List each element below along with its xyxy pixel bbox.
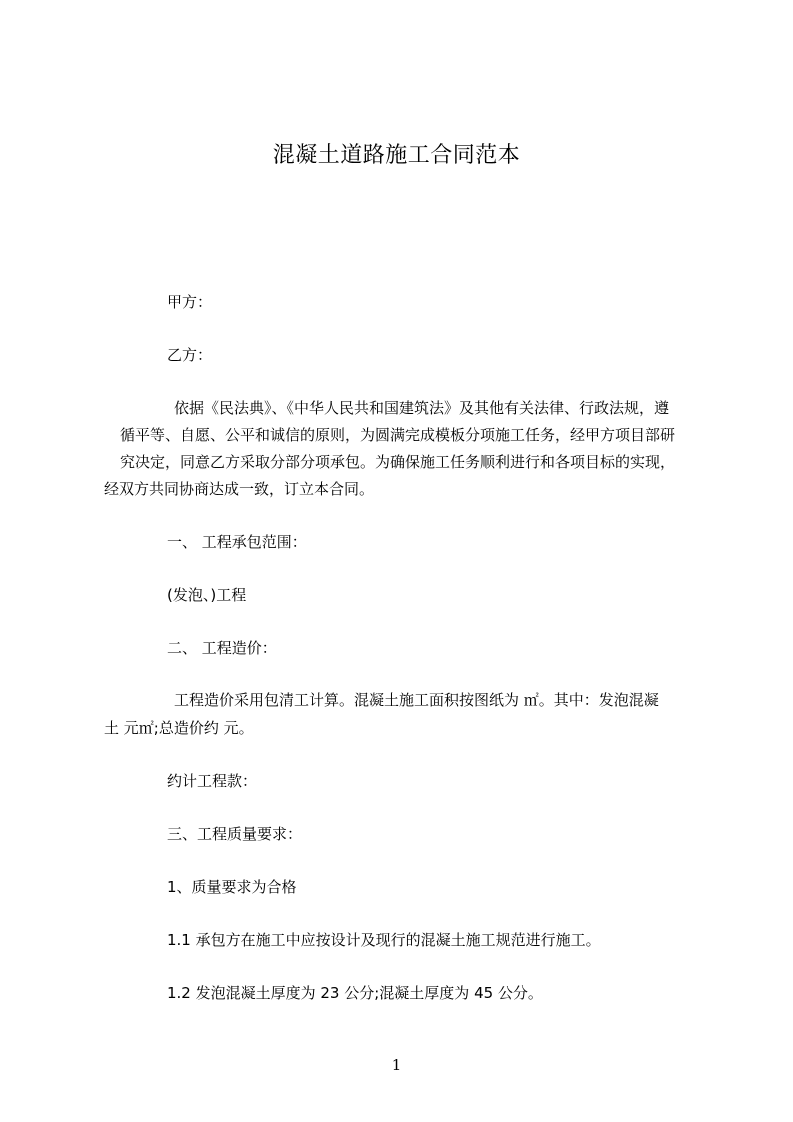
section-1-heading: 一、 工程承包范围：	[167, 533, 307, 551]
section-2-heading: 二、 工程造价：	[167, 639, 277, 657]
section-1-content: (发泡、)工程	[167, 586, 247, 604]
preamble-line: 循平等、自愿、公平和诚信的原则，为圆满完成模板分项施工任务，经甲方项目部研	[120, 426, 676, 444]
quality-item-1-2: 1.2 发泡混凝土厚度为 23 公分;混凝土厚度为 45 公分。	[167, 984, 543, 1002]
section-2-line: 土 元㎡;总造价约 元。	[104, 719, 254, 737]
estimate-label: 约计工程款：	[167, 772, 258, 790]
preamble-line: 经双方共同协商达成一致，订立本合同。	[104, 480, 375, 498]
quality-item-1-1: 1.1 承包方在施工中应按设计及现行的混凝土施工规范进行施工。	[167, 931, 601, 949]
quality-item-1: 1、质量要求为合格	[167, 878, 297, 896]
preamble-line: 究决定，同意乙方采取分部分项承包。为确保施工任务顺利进行和各项目标的实现，	[120, 453, 676, 471]
section-2-line: 工程造价采用包清工计算。混凝土施工面积按图纸为 ㎡。其中：发泡混凝	[174, 691, 659, 709]
party-b-label: 乙方：	[167, 346, 213, 364]
preamble-line: 依据《民法典》、《中华人民共和国建筑法》及其他有关法律、行政法规，遵	[174, 399, 670, 417]
section-3-heading: 三、工程质量要求：	[167, 825, 303, 843]
page-number: 1	[391, 1056, 402, 1074]
party-a-label: 甲方：	[167, 293, 213, 311]
document-title: 混凝土道路施工合同范本	[272, 143, 521, 168]
